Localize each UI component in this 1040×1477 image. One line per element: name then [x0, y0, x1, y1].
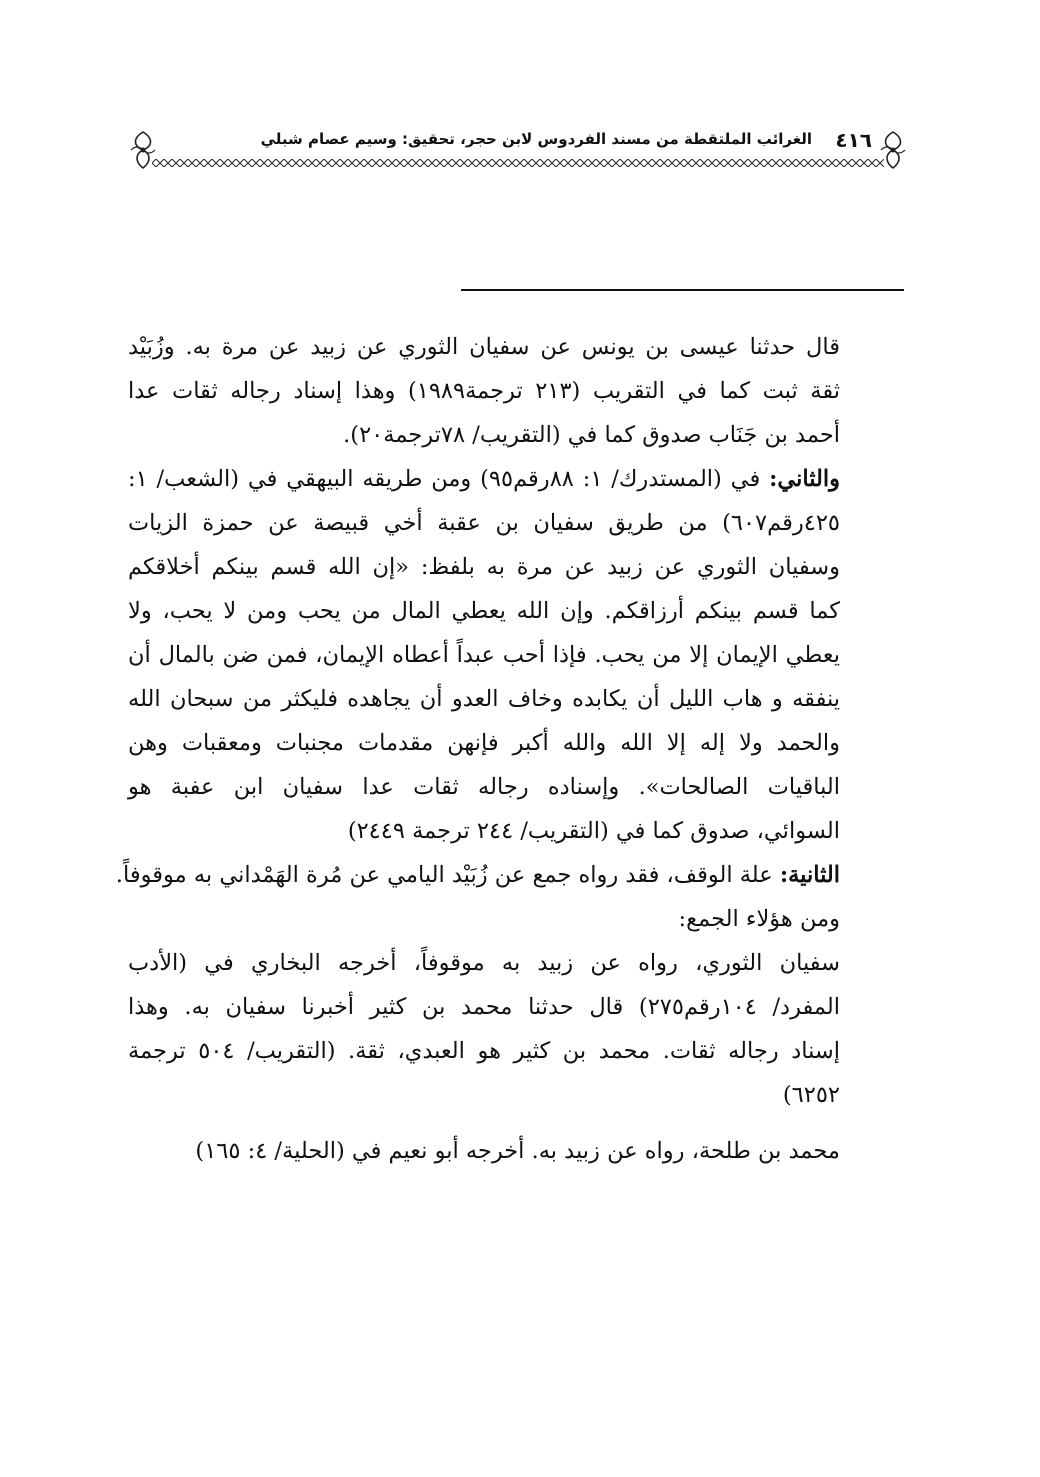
- running-header-title: الغرائب الملتقطة من مسند الفردوس لابن حجر، تحقيق: وسيم عصام شبلي: [260, 130, 812, 148]
- body-text: [115, 325, 841, 1173]
- text-line: ينفقه و هاب الليل أن يكابده وخاف العدو أن يجاهده فليكثر من سبحان الله: [128, 686, 840, 712]
- text-line: ومن هؤلاء الجمع:: [678, 906, 840, 932]
- text-line: السوائي، صدوق كما في (التقريب/ ٢٤٤ ترجمة ٢٤٤٩): [347, 818, 840, 844]
- text-line: ٦٢٥٢): [782, 1082, 840, 1108]
- text-line: والثاني: في (المستدرك/ ١: ٨٨رقم٩٥) ومن طريقه البيهقي في (الشعب/ ١:: [128, 466, 841, 492]
- text-line: كما قسم بينكم أرزاقكم. وإن الله يعطي المال من يحب ومن لا يحب، ولا: [128, 598, 840, 624]
- separator-line: [461, 289, 904, 291]
- text-line: سفيان الثوري، رواه عن زبيد به موقوفاً، أخرجه البخاري في (الأدب: [128, 950, 840, 976]
- section-lead: الثانية:: [779, 862, 840, 888]
- text-line: ٤٢٥رقم٦٠٧) من طريق سفيان بن عقبة أخي قبيصة عن حمزة الزيات: [128, 510, 840, 536]
- text-line: الباقيات الصالحات». وإسناده رجاله ثقات عدا سفيان ابن عفبة هو: [128, 774, 840, 800]
- text-line: الثانية: علة الوقف، فقد رواه جمع عن زُبَيْد اليامي عن مُرة الهَمْداني به موقوفاً.: [115, 862, 840, 888]
- text-line: أحمد بن جَنَاب صدوق كما في (التقريب/ ٧٨ترجمة٢٠).: [343, 422, 840, 448]
- text-line: محمد بن طلحة، رواه عن زبيد به. أخرجه أبو نعيم في (الحلية/ ٤: ١٦٥): [195, 1138, 840, 1164]
- text-line: قال حدثنا عيسى بن يونس عن سفيان الثوري عن زبيد عن مرة به. وزُبَيْد: [128, 334, 840, 360]
- text-line: المفرد/ ١٠٤رقم٢٧٥) قال حدثنا محمد بن كثير أخبرنا سفيان به. وهذا: [128, 994, 840, 1020]
- text-line: يعطي الإيمان إلا من يحب. فإذا أحب عبداً أعطاه الإيمان، فمن ضن بالمال أن: [128, 642, 840, 668]
- text-line: وسفيان الثوري عن زبيد عن مرة به بلفظ: «إن الله قسم بينكم أخلاقكم: [128, 554, 840, 580]
- running-header: [128, 128, 908, 172]
- page-number: ٤١٦: [835, 128, 872, 152]
- text-line: إسناد رجاله ثقات. محمد بن كثير هو العبدي، ثقة. (التقريب/ ٥٠٤ ترجمة: [128, 1038, 840, 1064]
- text-line: والحمد ولا إله إلا الله والله أكبر فإنهن مقدمات مجنبات ومعقبات وهن: [128, 730, 840, 756]
- header-rule: [152, 159, 884, 167]
- text-line: ثقة ثبت كما في التقريب (٢١٣ ترجمة١٩٨٩) وهذا إسناد رجاله ثقات عدا: [128, 378, 840, 404]
- section-lead: والثاني:: [769, 466, 841, 492]
